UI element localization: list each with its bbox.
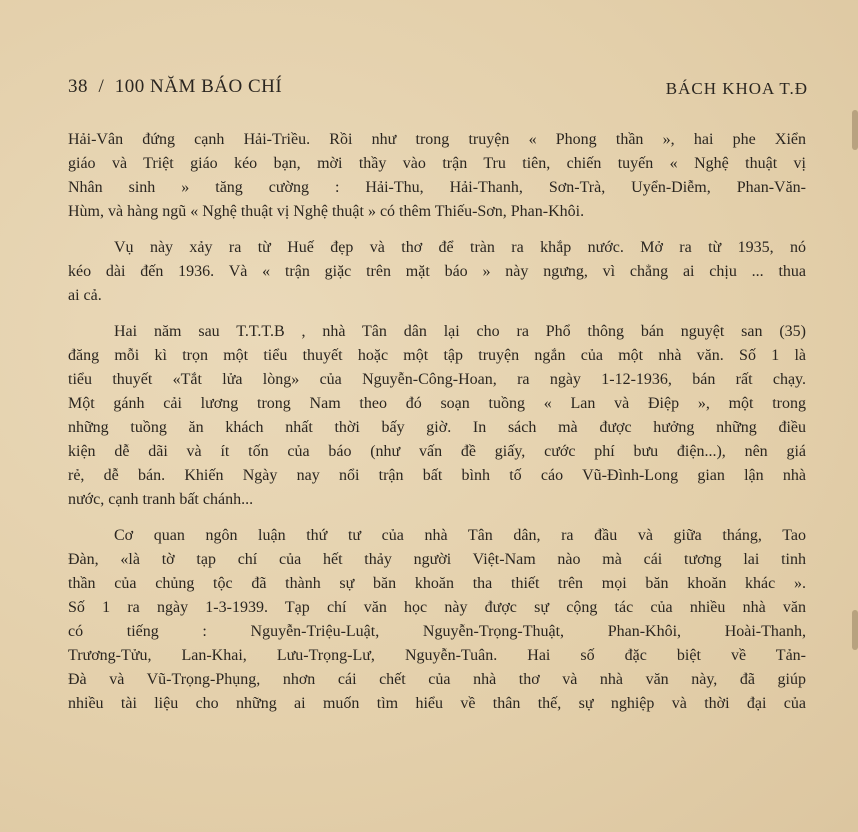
text-line: kéo dài đến 1936. Và « trận giặc trên mặt báo » này ngưng, vì chẳng ai chịu ... thua [68,263,806,280]
paragraph-1 [68,128,806,224]
text-line: Vụ này xảy ra từ Huế đẹp và thơ để tràn ra khắp nước. Mở ra từ 1935, nó [114,239,806,256]
text-line: kiện dễ dãi và ít tốn của báo (như vấn đề giấy, cước phí bưu điện...), nên giá [68,443,806,460]
text-line: Một gánh cải lương trong Nam theo đó soạn tuồng « Lan và Điệp », một trong [68,395,806,412]
text-line: đăng mỗi kì trọn một tiểu thuyết hoặc một tập truyện ngắn của một nhà văn. Số 1 là [68,347,806,364]
text-line: nước, cạnh tranh bất chánh... [68,491,254,508]
text-line: thần của chủng tộc đã thành sự băn khoăn tha thiết trên mọi băn khoăn khác ». [68,575,806,592]
text-line: Cơ quan ngôn luận thứ tư của nhà Tân dân, ra đầu và giữa tháng, Tao [114,527,806,544]
page-edge-shadow [852,110,858,150]
page-header [68,76,808,100]
running-head: BÁCH KHOA T.Đ [665,79,808,98]
text-line: Đàn, «là tờ tạp chí của hết thảy người Việt-Nam nào mà cái tương lai tinh [68,551,806,568]
page-number-and-book-title: 38 / 100 NĂM BÁO CHÍ [68,76,283,97]
text-line: Hai năm sau T.T.T.B , nhà Tân dân lại cho ra Phổ thông bán nguyệt san (35) [114,323,806,340]
page-edge-shadow [852,610,858,650]
text-line: Hùm, và hàng ngũ « Nghệ thuật vị Nghệ thuật » có thêm Thiếu-Sơn, Phan-Khôi. [68,203,585,220]
text-line: Đà và Vũ-Trọng-Phụng, nhơn cái chết của nhà thơ và nhà văn này, đã giúp [68,671,806,688]
text-line: rẻ, dễ bán. Khiến Ngày nay nổi trận bất bình tố cáo Vũ-Đình-Long gian lận nhà [68,467,806,484]
text-line: có tiếng : Nguyễn-Triệu-Luật, Nguyễn-Trọng-Thuật, Phan-Khôi, Hoài-Thanh, [68,623,806,640]
text-line: Hải-Vân đứng cạnh Hải-Triều. Rồi như trong truyện « Phong thần », hai phe Xiển [68,131,806,148]
text-line: Trương-Tửu, Lan-Khai, Lưu-Trọng-Lư, Nguyễn-Tuân. Hai số đặc biệt về Tản- [68,647,806,664]
text-line: giáo và Triệt giáo kéo bạn, mời thầy vào trận Tru tiên, chiến tuyến « Nghệ thuật vị [68,155,806,172]
body-text [68,128,806,728]
text-line: ai cả. [68,287,102,304]
text-line: Số 1 ra ngày 1-3-1939. Tạp chí văn học này được sự cộng tác của nhiều nhà văn [68,599,806,616]
text-line: Nhân sinh » tăng cường : Hải-Thu, Hải-Thanh, Sơn-Trà, Uyển-Diễm, Phan-Văn- [68,179,806,196]
text-line: nhiều tài liệu cho những ai muốn tìm hiểu về thân thế, sự nghiệp và thời đại của [68,695,806,712]
paragraph-4 [68,524,806,716]
paragraph-2 [68,236,806,308]
text-line: những tuồng ăn khách nhất thời bấy giờ. In sách mà được hưởng những điều [68,419,806,436]
paragraph-3 [68,320,806,512]
text-line: tiểu thuyết «Tắt lửa lòng» của Nguyễn-Công-Hoan, ra ngày 1-12-1936, bán rất chạy. [68,371,806,388]
